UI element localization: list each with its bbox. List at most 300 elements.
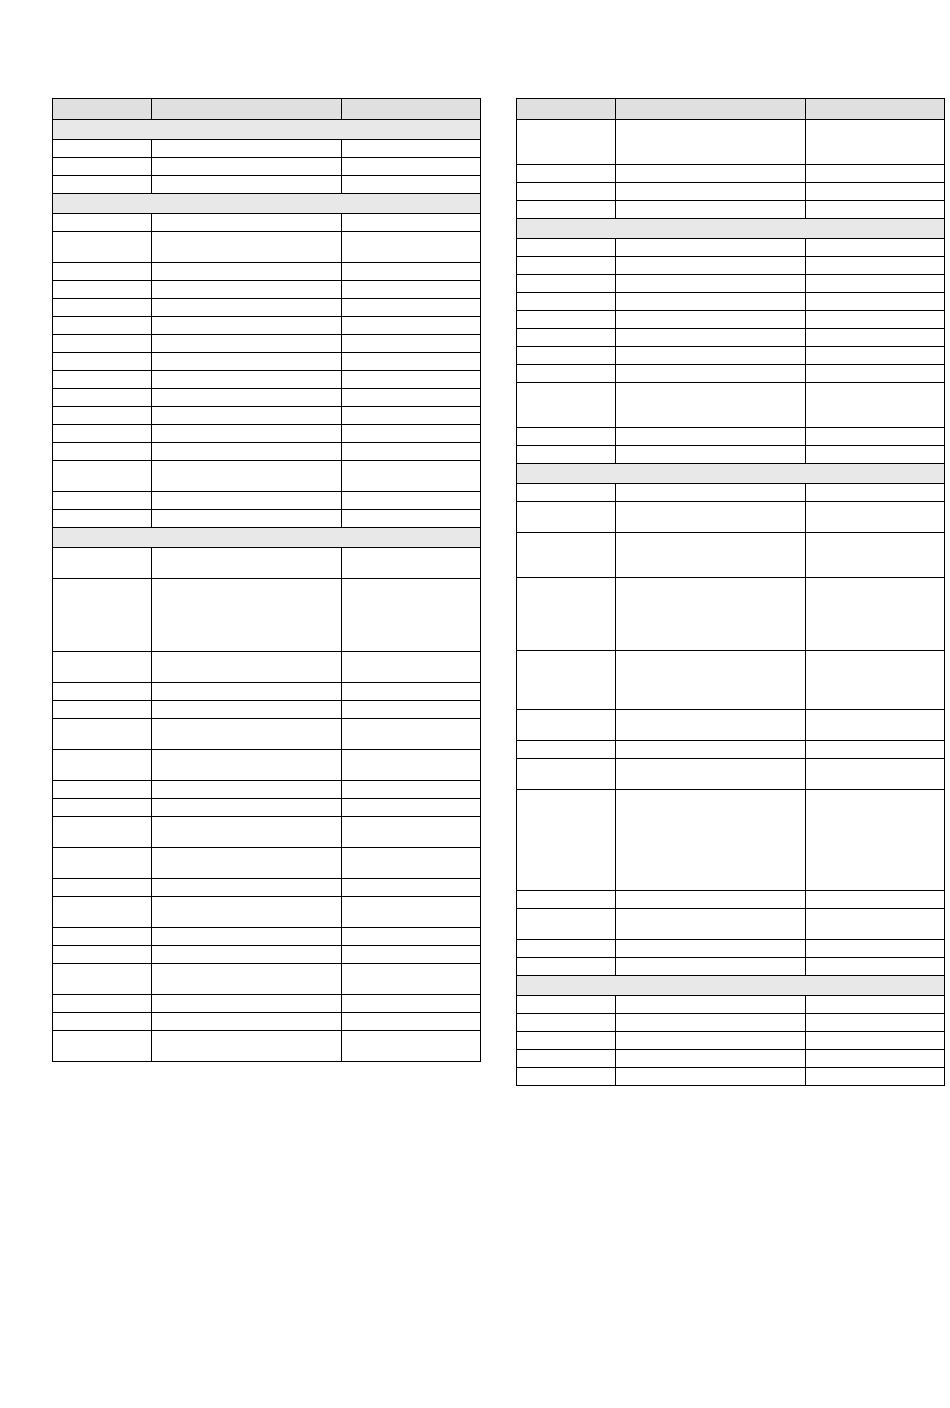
right-column-table — [516, 98, 945, 1086]
table-cell-3 — [342, 995, 481, 1013]
table-cell-3 — [342, 407, 481, 425]
section-header-row — [53, 528, 481, 548]
table-row — [517, 741, 945, 759]
table-header-row — [53, 99, 481, 120]
table-cell-3 — [342, 1031, 481, 1062]
table-cell-1 — [53, 897, 152, 928]
table-cell-3 — [342, 548, 481, 579]
table-row — [517, 710, 945, 741]
table-row — [53, 701, 481, 719]
table-cell-3 — [806, 484, 945, 502]
table-cell-2 — [616, 383, 806, 428]
table-row — [53, 781, 481, 799]
table-cell-1 — [517, 484, 616, 502]
table-cell-3 — [806, 383, 945, 428]
table-cell-3 — [342, 750, 481, 781]
table-row — [517, 446, 945, 464]
table-cell-3 — [342, 335, 481, 353]
table-cell-3 — [806, 533, 945, 578]
table-cell-2 — [152, 683, 342, 701]
table-cell-3 — [342, 232, 481, 263]
table-cell-2 — [152, 176, 342, 194]
table-cell-3 — [342, 263, 481, 281]
table-row — [517, 891, 945, 909]
table-cell-2 — [152, 964, 342, 995]
table-cell-2 — [152, 425, 342, 443]
table-cell-2 — [616, 502, 806, 533]
table-row — [53, 389, 481, 407]
table-cell-1 — [517, 1050, 616, 1068]
table-cell-1 — [517, 790, 616, 891]
table-row — [517, 1068, 945, 1086]
table-cell-3 — [806, 239, 945, 257]
table-cell-2 — [152, 781, 342, 799]
section-header-row — [53, 120, 481, 140]
table-cell-2 — [152, 879, 342, 897]
table-cell-2 — [152, 335, 342, 353]
table-row — [517, 578, 945, 651]
table-cell-2 — [152, 232, 342, 263]
table-cell-3 — [342, 371, 481, 389]
table-cell-1 — [517, 1014, 616, 1032]
table-row — [53, 407, 481, 425]
left-column — [52, 98, 480, 1062]
table-row — [517, 1014, 945, 1032]
table-cell-3 — [806, 741, 945, 759]
table-row — [53, 317, 481, 335]
table-cell-1 — [517, 1068, 616, 1086]
table-cell-1 — [53, 317, 152, 335]
table-cell-1 — [53, 510, 152, 528]
table-row — [517, 165, 945, 183]
table-cell-2 — [152, 389, 342, 407]
table-cell-3 — [806, 428, 945, 446]
table-cell-2 — [616, 201, 806, 219]
table-row — [517, 996, 945, 1014]
table-row — [517, 365, 945, 383]
table-cell-1 — [517, 759, 616, 790]
table-cell-2 — [616, 484, 806, 502]
table-cell-2 — [616, 1032, 806, 1050]
table-cell-3 — [342, 299, 481, 317]
table-row — [517, 120, 945, 165]
table-row — [517, 329, 945, 347]
table-cell-2 — [616, 940, 806, 958]
table-cell-3 — [806, 651, 945, 710]
table-cell-3 — [806, 996, 945, 1014]
table-cell-1 — [517, 239, 616, 257]
table-row — [517, 293, 945, 311]
table-cell-1 — [53, 461, 152, 492]
table-cell-3 — [342, 461, 481, 492]
right-table-body — [517, 99, 945, 1086]
section-header-row — [53, 194, 481, 214]
table-cell-1 — [53, 407, 152, 425]
table-cell-3 — [342, 176, 481, 194]
table-row — [53, 897, 481, 928]
table-row — [53, 719, 481, 750]
table-cell-2 — [152, 214, 342, 232]
table-cell-1 — [517, 311, 616, 329]
table-cell-2 — [616, 759, 806, 790]
table-cell-2 — [616, 891, 806, 909]
column-header-1 — [53, 99, 152, 120]
table-cell-2 — [616, 428, 806, 446]
table-row — [53, 995, 481, 1013]
table-cell-1 — [53, 879, 152, 897]
table-cell-1 — [53, 492, 152, 510]
table-row — [53, 1031, 481, 1062]
table-cell-1 — [517, 365, 616, 383]
table-cell-1 — [53, 946, 152, 964]
table-cell-2 — [616, 710, 806, 741]
table-cell-3 — [806, 257, 945, 275]
table-cell-3 — [806, 311, 945, 329]
table-cell-2 — [152, 407, 342, 425]
table-cell-1 — [53, 652, 152, 683]
table-cell-3 — [342, 817, 481, 848]
table-cell-1 — [517, 502, 616, 533]
table-cell-2 — [616, 347, 806, 365]
table-row — [53, 1013, 481, 1031]
table-cell-1 — [517, 201, 616, 219]
table-cell-2 — [152, 701, 342, 719]
table-cell-2 — [152, 140, 342, 158]
table-row — [517, 183, 945, 201]
table-row — [53, 299, 481, 317]
section-header-row — [517, 976, 945, 996]
table-row — [53, 652, 481, 683]
table-cell-3 — [806, 958, 945, 976]
table-row — [517, 533, 945, 578]
table-cell-3 — [342, 683, 481, 701]
table-cell-1 — [517, 183, 616, 201]
table-cell-2 — [616, 741, 806, 759]
table-cell-2 — [616, 311, 806, 329]
table-row — [53, 461, 481, 492]
table-row — [53, 371, 481, 389]
column-header-2 — [152, 99, 342, 120]
left-table-body — [53, 99, 481, 1062]
table-cell-2 — [616, 790, 806, 891]
table-cell-3 — [342, 928, 481, 946]
table-cell-1 — [53, 799, 152, 817]
table-row — [53, 548, 481, 579]
section-title — [517, 464, 945, 484]
table-row — [517, 958, 945, 976]
table-row — [517, 502, 945, 533]
table-cell-1 — [517, 165, 616, 183]
table-cell-1 — [53, 995, 152, 1013]
table-cell-3 — [806, 909, 945, 940]
table-row — [53, 848, 481, 879]
table-cell-2 — [152, 492, 342, 510]
table-row — [53, 263, 481, 281]
table-cell-1 — [53, 1031, 152, 1062]
table-cell-3 — [806, 1050, 945, 1068]
table-cell-1 — [53, 443, 152, 461]
left-column-table — [52, 98, 481, 1062]
table-cell-3 — [806, 710, 945, 741]
table-cell-3 — [342, 140, 481, 158]
table-cell-2 — [616, 1068, 806, 1086]
section-title — [517, 976, 945, 996]
table-cell-3 — [342, 214, 481, 232]
table-cell-1 — [53, 389, 152, 407]
table-cell-1 — [53, 701, 152, 719]
table-cell-1 — [517, 428, 616, 446]
table-row — [517, 651, 945, 710]
table-row — [517, 1032, 945, 1050]
table-cell-2 — [152, 317, 342, 335]
table-row — [53, 443, 481, 461]
table-cell-3 — [806, 502, 945, 533]
table-cell-1 — [517, 347, 616, 365]
table-cell-3 — [342, 848, 481, 879]
table-cell-3 — [806, 446, 945, 464]
table-row — [517, 239, 945, 257]
table-cell-3 — [342, 879, 481, 897]
table-cell-3 — [806, 347, 945, 365]
table-cell-1 — [517, 940, 616, 958]
table-cell-2 — [152, 461, 342, 492]
table-cell-2 — [616, 996, 806, 1014]
table-cell-3 — [342, 579, 481, 652]
table-cell-2 — [152, 371, 342, 389]
table-cell-1 — [517, 383, 616, 428]
table-cell-1 — [53, 176, 152, 194]
table-cell-2 — [616, 239, 806, 257]
table-row — [517, 790, 945, 891]
table-cell-1 — [53, 928, 152, 946]
table-cell-3 — [342, 652, 481, 683]
table-cell-2 — [152, 1013, 342, 1031]
table-cell-2 — [152, 750, 342, 781]
table-cell-2 — [152, 263, 342, 281]
table-row — [53, 928, 481, 946]
table-row — [517, 940, 945, 958]
table-cell-3 — [806, 293, 945, 311]
table-row — [517, 347, 945, 365]
table-cell-2 — [152, 353, 342, 371]
table-row — [53, 335, 481, 353]
table-row — [53, 799, 481, 817]
table-cell-3 — [342, 510, 481, 528]
section-title — [53, 194, 481, 214]
table-cell-3 — [806, 1014, 945, 1032]
table-cell-3 — [806, 275, 945, 293]
table-row — [517, 257, 945, 275]
table-cell-1 — [53, 299, 152, 317]
table-cell-2 — [152, 848, 342, 879]
table-row — [53, 176, 481, 194]
table-row — [53, 140, 481, 158]
table-cell-2 — [616, 165, 806, 183]
table-cell-3 — [342, 389, 481, 407]
table-cell-2 — [152, 158, 342, 176]
table-cell-2 — [152, 510, 342, 528]
table-row — [517, 311, 945, 329]
table-cell-1 — [517, 891, 616, 909]
section-header-row — [517, 219, 945, 239]
table-cell-3 — [806, 940, 945, 958]
table-cell-2 — [616, 651, 806, 710]
table-cell-1 — [53, 335, 152, 353]
table-cell-1 — [53, 548, 152, 579]
table-cell-3 — [806, 120, 945, 165]
table-cell-1 — [53, 263, 152, 281]
table-cell-1 — [53, 371, 152, 389]
table-cell-1 — [53, 140, 152, 158]
table-row — [53, 281, 481, 299]
section-header-row — [517, 464, 945, 484]
table-cell-3 — [342, 719, 481, 750]
table-cell-3 — [342, 1013, 481, 1031]
table-cell-2 — [152, 652, 342, 683]
table-row — [517, 909, 945, 940]
table-cell-1 — [53, 281, 152, 299]
table-cell-1 — [517, 533, 616, 578]
table-row — [517, 383, 945, 428]
table-cell-3 — [342, 897, 481, 928]
table-cell-1 — [53, 158, 152, 176]
table-cell-3 — [342, 443, 481, 461]
table-cell-1 — [53, 719, 152, 750]
table-row — [53, 492, 481, 510]
table-cell-2 — [152, 799, 342, 817]
table-row — [53, 750, 481, 781]
table-cell-2 — [616, 1014, 806, 1032]
table-cell-3 — [806, 365, 945, 383]
table-cell-2 — [616, 958, 806, 976]
table-row — [53, 879, 481, 897]
table-cell-1 — [53, 579, 152, 652]
table-cell-3 — [342, 281, 481, 299]
table-cell-1 — [517, 329, 616, 347]
table-cell-2 — [152, 579, 342, 652]
table-cell-2 — [152, 299, 342, 317]
table-cell-2 — [616, 578, 806, 651]
table-cell-2 — [152, 946, 342, 964]
table-cell-3 — [342, 158, 481, 176]
table-cell-3 — [342, 425, 481, 443]
table-cell-1 — [517, 1032, 616, 1050]
table-cell-2 — [152, 281, 342, 299]
table-cell-3 — [806, 329, 945, 347]
table-row — [53, 158, 481, 176]
table-row — [53, 946, 481, 964]
table-row — [53, 683, 481, 701]
table-cell-2 — [616, 909, 806, 940]
table-cell-2 — [616, 257, 806, 275]
table-cell-3 — [342, 946, 481, 964]
table-row — [53, 964, 481, 995]
table-cell-1 — [517, 741, 616, 759]
table-row — [53, 510, 481, 528]
table-cell-1 — [517, 578, 616, 651]
table-cell-1 — [517, 120, 616, 165]
table-cell-3 — [806, 790, 945, 891]
table-row — [517, 275, 945, 293]
table-cell-1 — [53, 353, 152, 371]
table-cell-1 — [517, 958, 616, 976]
table-row — [517, 428, 945, 446]
table-cell-1 — [517, 710, 616, 741]
table-cell-3 — [806, 1068, 945, 1086]
table-row — [53, 214, 481, 232]
table-cell-3 — [342, 799, 481, 817]
table-cell-1 — [53, 232, 152, 263]
table-cell-1 — [517, 293, 616, 311]
table-cell-3 — [806, 183, 945, 201]
table-row — [53, 579, 481, 652]
table-cell-1 — [53, 1013, 152, 1031]
table-cell-2 — [616, 1050, 806, 1068]
table-cell-2 — [616, 293, 806, 311]
table-cell-3 — [806, 578, 945, 651]
table-cell-2 — [152, 817, 342, 848]
table-cell-1 — [517, 996, 616, 1014]
table-cell-1 — [53, 425, 152, 443]
table-cell-3 — [342, 492, 481, 510]
table-row — [517, 759, 945, 790]
table-cell-3 — [806, 891, 945, 909]
table-row — [53, 817, 481, 848]
section-title — [53, 120, 481, 140]
table-row — [517, 484, 945, 502]
table-cell-2 — [152, 928, 342, 946]
table-cell-1 — [53, 964, 152, 995]
table-cell-3 — [806, 165, 945, 183]
table-cell-2 — [616, 365, 806, 383]
table-cell-1 — [517, 275, 616, 293]
right-column — [516, 98, 944, 1086]
table-cell-2 — [152, 995, 342, 1013]
table-cell-2 — [616, 329, 806, 347]
table-cell-1 — [53, 848, 152, 879]
table-row — [517, 1050, 945, 1068]
table-cell-3 — [342, 701, 481, 719]
table-cell-2 — [152, 443, 342, 461]
table-cell-2 — [616, 183, 806, 201]
table-cell-1 — [53, 750, 152, 781]
column-header-1 — [517, 99, 616, 120]
table-cell-2 — [616, 120, 806, 165]
table-cell-2 — [616, 446, 806, 464]
table-cell-3 — [806, 201, 945, 219]
table-cell-3 — [342, 964, 481, 995]
table-cell-3 — [342, 317, 481, 335]
table-cell-2 — [616, 275, 806, 293]
column-header-3 — [342, 99, 481, 120]
table-cell-2 — [616, 533, 806, 578]
table-cell-1 — [53, 214, 152, 232]
table-cell-3 — [806, 759, 945, 790]
table-cell-3 — [342, 781, 481, 799]
table-cell-2 — [152, 1031, 342, 1062]
table-cell-2 — [152, 897, 342, 928]
table-cell-1 — [517, 446, 616, 464]
section-title — [517, 219, 945, 239]
table-cell-1 — [517, 651, 616, 710]
table-cell-1 — [53, 683, 152, 701]
table-cell-2 — [152, 548, 342, 579]
table-header-row — [517, 99, 945, 120]
column-header-2 — [616, 99, 806, 120]
table-cell-1 — [53, 817, 152, 848]
table-cell-1 — [53, 781, 152, 799]
table-cell-1 — [517, 257, 616, 275]
